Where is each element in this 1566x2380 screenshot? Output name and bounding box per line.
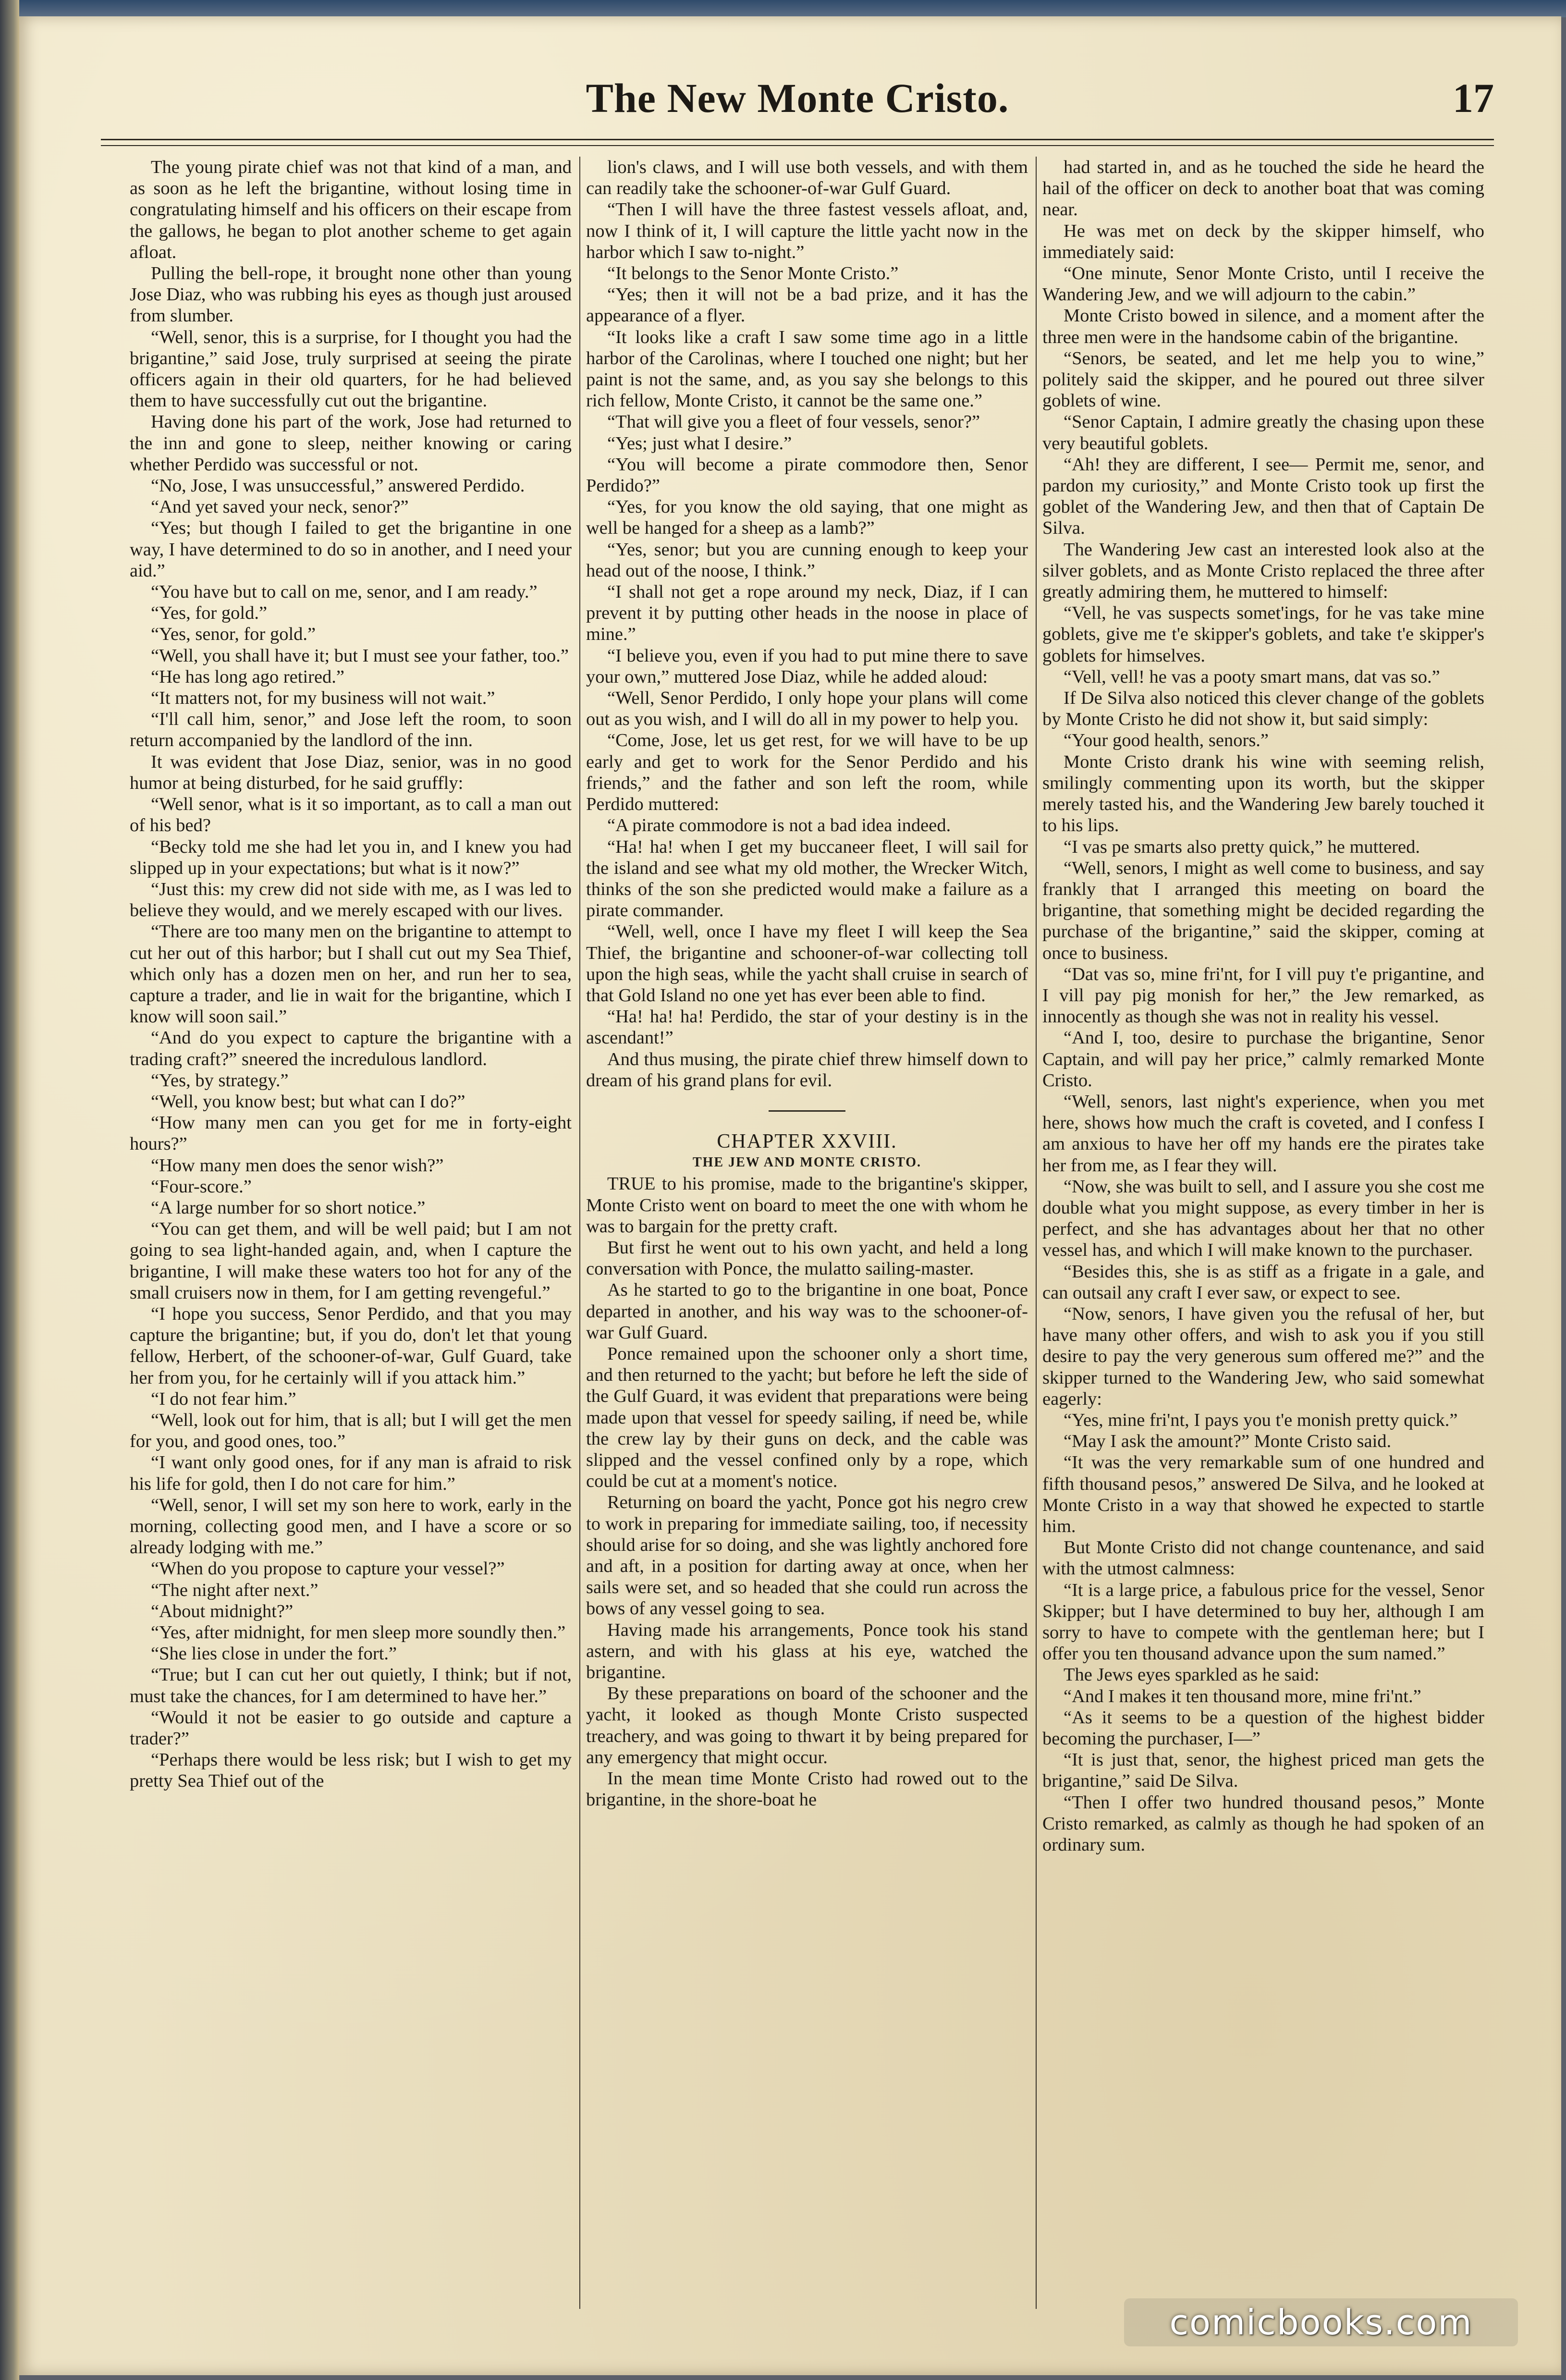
chapter-heading: CHAPTER XXVIII.	[717, 1130, 897, 1153]
paragraph: “Well, senor, this is a surprise, for I thought you had the brigantine,” said Jose, truly surprised at seeing the pirate officers again in their old quarters, for he had believed them to have successfully cut out the brigantine.	[130, 327, 572, 411]
paragraph: But Monte Cristo did not change countenance, and said with the utmost calmness:	[1042, 1537, 1484, 1579]
paragraph: Having done his part of the work, Jose had returned to the inn and gone to sleep, neither knowing or caring whether Perdido was successful or not.	[130, 412, 572, 475]
paragraph: “Well, senors, last night's experience, when you met here, shows how much the craft is coveted, and I confess I am anxious to have her off my hands ere the pirates take her from me, as I fear they will.	[1042, 1091, 1484, 1176]
paragraph: “Vell, he vas suspects somet'ings, for he vas take mine goblets, give me t'e skipper's goblets, and take t'e skipper's goblets for himselves.	[1042, 603, 1484, 666]
paragraph: “I hope you success, Senor Perdido, and that you may capture the brigantine; but, if you do, don't let that young fellow, Herbert, of the schooner-of-war, Gulf Guard, take her from you, for he certainly will if you attack him.”	[130, 1303, 572, 1388]
paragraph: “Yes, for gold.”	[151, 603, 268, 624]
paragraph: “Come, Jose, let us get rest, for we will have to be up early and get to work for the Senor Perdido and his friends,” and the father and son left the room, while Perdido muttered:	[586, 730, 1028, 815]
column-2-text-after-chapter	[586, 1173, 1028, 1810]
paragraph: “That will give you a fleet of four vessels, senor?”	[607, 412, 980, 432]
paragraph: Monte Cristo bowed in silence, and a moment after the three men were in the handsome cabin of the brigantine.	[1042, 306, 1484, 347]
paragraph: lion's claws, and I will use both vessels, and with them can readily take the schooner-of-war Gulf Guard.	[586, 157, 1028, 199]
paragraph: “About midnight?”	[151, 1601, 294, 1621]
paragraph: “One minute, Senor Monte Cristo, until I receive the Wandering Jew, and we will adjourn to the cabin.”	[1042, 263, 1484, 305]
paragraph: “Becky told me she had let you in, and I knew you had slipped up in your expectations; but what is it now?”	[130, 836, 572, 878]
paragraph: “How many men does the senor wish?”	[151, 1155, 444, 1176]
text-column-3	[1042, 157, 1484, 2309]
paragraph: “Would it not be easier to go outside and capture a trader?”	[130, 1707, 572, 1749]
paragraph: “Ha! ha! ha! Perdido, the star of your destiny is in the ascendant!”	[586, 1006, 1028, 1048]
paragraph: He was met on deck by the skipper himself, who immediately said:	[1042, 221, 1484, 262]
paragraph: “Yes; just what I desire.”	[607, 433, 792, 454]
site-watermark: comicbooks.com	[1124, 2298, 1518, 2346]
page-number: 17	[1453, 75, 1494, 121]
header-rule	[101, 139, 1494, 146]
paragraph: “Besides this, she is as stiff as a frigate in a gale, and can outsail any craft I ever saw, or expect to see.	[1042, 1261, 1484, 1303]
paragraph: “How many men can you get for me in forty-eight hours?”	[130, 1113, 572, 1154]
paragraph: “Yes; then it will not be a bad prize, and it has the appearance of a flyer.	[586, 284, 1028, 326]
paragraph: “And I makes it ten thousand more, mine fri'nt.”	[1064, 1686, 1421, 1706]
paragraph: “Dat vas so, mine fri'nt, for I vill puy t'e prigantine, and I vill pay pig monish for her,” the Jew remarked, as innocently as though she was not in reality his vessel.	[1042, 964, 1484, 1027]
paragraph: “You will become a pirate commodore then, Senor Perdido?”	[586, 454, 1028, 496]
paragraph: “Yes, after midnight, for men sleep more soundly then.”	[151, 1622, 566, 1643]
column-divider	[579, 157, 580, 2309]
paragraph: “I vas pe smarts also pretty quick,” he muttered.	[1064, 836, 1420, 857]
paragraph: “Perhaps there would be less risk; but I wish to get my pretty Sea Thief out of the	[130, 1750, 572, 1791]
magazine-page	[19, 16, 1561, 2375]
paragraph: “It looks like a craft I saw some time ago in a little harbor of the Carolinas, where I touched one night; but her paint is not the same, and, as you say she belongs to this rich fellow, Monte Cristo, it cannot be the same one.”	[586, 327, 1028, 411]
paragraph: “A large number for so short notice.”	[151, 1197, 426, 1218]
paragraph: “Well, senors, I might as well come to business, and say frankly that I arranged this meeting on board the brigantine, that something might be decided regarding the purchase of the brigantine,” said the skipper, coming at once to business.	[1042, 858, 1484, 963]
paragraph: “I shall not get a rope around my neck, Diaz, if I can prevent it by putting other heads in the noose in place of mine.”	[586, 582, 1028, 645]
paragraph: “Well, you shall have it; but I must see your father, too.”	[151, 645, 569, 666]
paragraph: “Well, Senor Perdido, I only hope your plans will come out as you wish, and I will do all in my power to help you.	[586, 688, 1028, 730]
paragraph: “When do you propose to capture your vessel?”	[151, 1558, 505, 1579]
paragraph: But first he went out to his own yacht, and held a long conversation with Ponce, the mulatto sailing-master.	[586, 1237, 1028, 1279]
paragraph: “You have but to call on me, senor, and I am ready.”	[151, 582, 538, 602]
paragraph: “It is a large price, a fabulous price for the vessel, Senor Skipper; but I have determined to buy her, although I am sorry to have to compete with the gentleman here; but I offer you ten thousand advance upon the sum named.”	[1042, 1580, 1484, 1664]
paragraph: “I believe you, even if you had to put mine there to save your own,” muttered Jose Diaz, while he added aloud:	[586, 645, 1028, 687]
paragraph: had started in, and as he touched the side he heard the hail of the officer on deck to another boat that was coming near.	[1042, 157, 1484, 220]
paragraph: “Senors, be seated, and let me help you to wine,” politely said the skipper, and he poured out three silver goblets of wine.	[1042, 348, 1484, 411]
paragraph: In the mean time Monte Cristo had rowed out to the brigantine, in the shore-boat he	[586, 1768, 1028, 1810]
paragraph: Returning on board the yacht, Ponce got his negro crew to work in preparing for immediate sailing, too, if necessity should arise for so doing, and she was lightly anchored fore and aft, in a position for darting away at once, when her sails were set, and so headed that she could run across the bows of any vessel going to sea.	[586, 1492, 1028, 1619]
paragraph: The Jews eyes sparkled as he said:	[1064, 1665, 1320, 1685]
paragraph: “Well, senor, I will set my son here to work, early in the morning, collecting good men, and I have a score or so already lodging with me.”	[130, 1495, 572, 1558]
paragraph: Monte Cristo drank his wine with seeming relish, smilingly commenting upon its worth, but the skipper merely tasted his, and the Wandering Jew barely touched it to his lips.	[1042, 751, 1484, 836]
paragraph: And thus musing, the pirate chief threw himself down to dream of his grand plans for evil.	[586, 1049, 1028, 1091]
paragraph: “Yes, senor; but you are cunning enough to keep your head out of the noose, I think.”	[586, 539, 1028, 581]
scan-edge-left	[0, 0, 19, 2380]
paragraph: “Well, you know best; but what can I do?”	[151, 1091, 465, 1112]
paragraph: “I do not fear him.”	[151, 1388, 296, 1409]
paragraph: “Then I will have the three fastest vessels afloat, and, now I think of it, I will capture the little yacht now in the harbor which I saw to-night.”	[586, 199, 1028, 262]
paragraph: As he started to go to the brigantine in one boat, Ponce departed in another, and his way was to the schooner-of-war Gulf Guard.	[586, 1280, 1028, 1343]
paragraph: “There are too many men on the brigantine to attempt to cut her out of this harbor; but I shall cut out my Sea Thief, which only has a dozen men on her, and run her to sea, capture a trader, and lie in wait for the brigantine, which I know will soon sail.”	[130, 921, 572, 1027]
text-column-2	[586, 157, 1028, 2309]
paragraph: TRUE to his promise, made to the brigantine's skipper, Monte Cristo went on board to meet the one with whom he was to bargain for the pretty craft.	[586, 1174, 1028, 1237]
paragraph: “May I ask the amount?” Monte Cristo said.	[1064, 1431, 1392, 1452]
paragraph: “And yet saved your neck, senor?”	[151, 497, 409, 517]
paragraph: “Yes, by strategy.”	[151, 1070, 289, 1091]
paragraph: “Now, senors, I have given you the refusal of her, but have many other offers, and wish to ask you if you still desire to pay the very generous sum offered me?” and the skipper turned to the Wandering Jew, who said somewhat eagerly:	[1042, 1303, 1484, 1409]
paragraph: Having made his arrangements, Ponce took his stand astern, and with his glass at his eye, watched the brigantine.	[586, 1619, 1028, 1683]
text-column-1	[130, 157, 572, 2309]
paragraph: “Yes, for you know the old saying, that one might as well be hanged for a sheep as a lamb?”	[586, 497, 1028, 539]
paragraph: “You can get them, and will be well paid; but I am not going to sea light-handed again, and, when I capture the brigantine, I will make these waters too hot for any of the small cruisers now in them, for I am getting revengeful.”	[130, 1219, 572, 1303]
paragraph: If De Silva also noticed this clever change of the goblets by Monte Cristo he did not show it, but said simply:	[1042, 688, 1484, 730]
paragraph: “As it seems to be a question of the highest bidder becoming the purchaser, I—”	[1042, 1707, 1484, 1749]
paragraph: “Vell, vell! he vas a pooty smart mans, dat vas so.”	[1064, 666, 1440, 687]
paragraph: “Then I offer two hundred thousand pesos,” Monte Cristo remarked, as calmly as though he had spoken of an ordinary sum.	[1042, 1792, 1484, 1855]
paragraph: “Now, she was built to sell, and I assure you she cost me double what you might suppose, as every timber in her is perfect, and she has advantages about her that no other vessel has, and which I will make known to the purchaser.	[1042, 1176, 1484, 1261]
paragraph: “No, Jose, I was unsuccessful,” answered Perdido.	[151, 476, 525, 496]
paragraph: “Just this: my crew did not side with me, as I was led to believe they would, and we merely escaped with our lives.	[130, 879, 572, 921]
paragraph: “Senor Captain, I admire greatly the chasing upon these very beautiful goblets.	[1042, 412, 1484, 454]
paragraph: “And I, too, desire to purchase the brigantine, Senor Captain, and will pay her price,” calmly remarked Monte Cristo.	[1042, 1028, 1484, 1091]
paragraph: “True; but I can cut her out quietly, I think; but if not, must take the chances, for I am determined to have her.”	[130, 1665, 572, 1706]
paragraph: By these preparations on board of the schooner and the yacht, it looked as though Monte Cristo suspected treachery, and was going to thwart it by being prepared for any emergency that might occur.	[586, 1683, 1028, 1767]
paragraph: “Your good health, senors.”	[1064, 730, 1269, 751]
paragraph: “She lies close in under the fort.”	[151, 1644, 397, 1664]
paragraph: The Wandering Jew cast an interested look also at the silver goblets, and as Monte Cristo replaced the three after greatly admiring them, he muttered to himself:	[1042, 539, 1484, 602]
paragraph: “It is just that, senor, the highest priced man gets the brigantine,” said De Silva.	[1042, 1750, 1484, 1791]
paragraph: “Well, look out for him, that is all; but I will get the men for you, and good ones, too.”	[130, 1410, 572, 1452]
paragraph: “I'll call him, senor,” and Jose left the room, to soon return accompanied by the landlord of the inn.	[130, 709, 572, 751]
paragraph: “A pirate commodore is not a bad idea indeed.	[607, 815, 951, 836]
paragraph: “Yes; but though I failed to get the brigantine in one way, I have determined to do so in another, and I need your aid.”	[130, 518, 572, 581]
paragraph: “I want only good ones, for if any man is afraid to risk his life for gold, then I do not care for him.”	[130, 1452, 572, 1494]
paragraph: “Yes, senor, for gold.”	[151, 624, 316, 645]
paragraph: “Well, well, once I have my fleet I will keep the Sea Thief, the brigantine and schooner-of-war collecting toll upon the high seas, while the yacht shall cruise in search of that Gold Island no one yet has ever been able to find.	[586, 921, 1028, 1006]
chapter-rule	[769, 1110, 845, 1112]
paragraph: “The night after next.”	[151, 1580, 318, 1600]
paragraph: “It belongs to the Senor Monte Cristo.”	[607, 263, 899, 284]
scan-edge-top	[0, 0, 1566, 17]
paragraph: “And do you expect to capture the brigantine with a trading craft?” sneered the incredulous landlord.	[130, 1028, 572, 1069]
page-title: The New Monte Cristo.	[586, 75, 1009, 121]
paragraph: Ponce remained upon the schooner only a short time, and then returned to the yacht; but before he left the side of the Gulf Guard, it was evident that preparations were being made upon that vessel for speedy sailing, if need be, while the crew lay by their guns on deck, and the cable was slipped and the vessel confined only by a rope, which could be cut at a moment's notice.	[586, 1343, 1028, 1492]
paragraph: Pulling the bell-rope, it brought none other than young Jose Diaz, who was rubbing his eyes as though just aroused from slumber.	[130, 263, 572, 326]
column-2-text-before-chapter	[586, 157, 1028, 1091]
paragraph: The young pirate chief was not that kind of a man, and as soon as he left the brigantine, without losing time in congratulating himself and his officers on their escape from the gallows, he began to plot another scheme to get again afloat.	[130, 157, 572, 262]
paragraph: “He has long ago retired.”	[151, 666, 345, 687]
paragraph: “Yes, mine fri'nt, I pays you t'e monish pretty quick.”	[1064, 1410, 1458, 1430]
paragraph: “Well senor, what is it so important, as to call a man out of his bed?	[130, 794, 572, 836]
chapter-subtitle: THE JEW AND MONTE CRISTO.	[692, 1155, 922, 1170]
paragraph: “Ah! they are different, I see— Permit me, senor, and pardon my curiosity,” and Monte Cristo took up first the goblet of the Wandering Jew, and then that of Captain De Silva.	[1042, 454, 1484, 539]
paragraph: “It was the very remarkable sum of one hundred and fifth thousand pesos,” answered De Silva, and he looked at Monte Cristo in a way that showed he expected to startle him.	[1042, 1452, 1484, 1536]
paragraph: “It matters not, for my business will not wait.”	[151, 688, 495, 709]
column-divider	[1036, 157, 1037, 2309]
paragraph: It was evident that Jose Diaz, senior, was in no good humor at being disturbed, for he said gruffly:	[130, 751, 572, 793]
page-header	[101, 64, 1494, 136]
paragraph: “Four-score.”	[151, 1176, 252, 1197]
paragraph: “Ha! ha! when I get my buccaneer fleet, I will sail for the island and see what my old mother, the Wrecker Witch, thinks of the son she predicted would make a failure as a pirate commander.	[586, 836, 1028, 921]
